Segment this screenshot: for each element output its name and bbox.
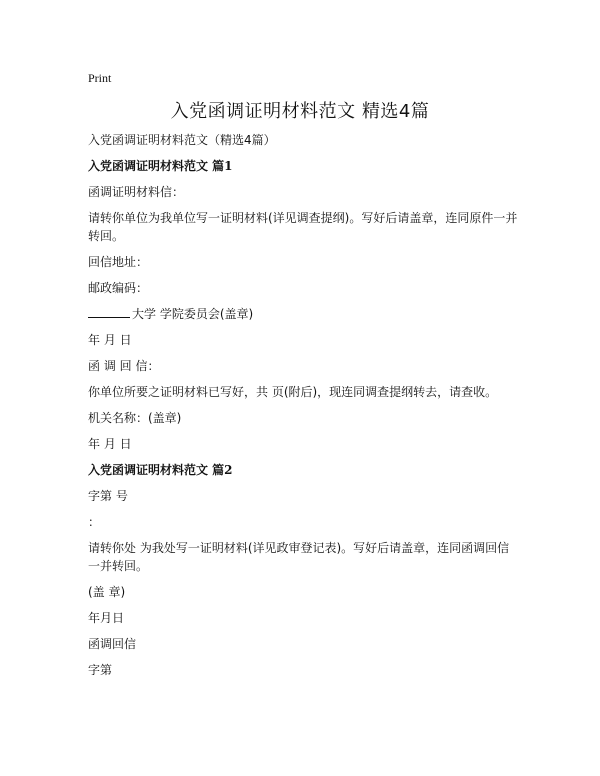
document-title: 入党函调证明材料范文 精选4篇	[170, 101, 430, 122]
document-body	[88, 131, 520, 687]
paragraph: 函调回信	[88, 637, 137, 651]
paragraph-text: 大学 学院委员会(盖章)	[132, 307, 254, 321]
paragraph: 请转你单位为我单位写一证明材料(详见调查提纲)。写好后请盖章，连同原件一并转回。	[88, 211, 518, 243]
signature-line	[88, 305, 520, 323]
paragraph: 请转你处 为我处写一证明材料(详见政审登记表)。写好后请盖章，连同函调回信一并转回。	[88, 541, 510, 573]
paragraph: ：	[88, 515, 101, 529]
paragraph: 邮政编码：	[88, 281, 149, 295]
paragraph: 字第	[88, 663, 113, 677]
print-link[interactable]: Print	[88, 71, 112, 85]
paragraph: 函 调 回 信：	[88, 359, 160, 373]
paragraph: 年 月 日	[88, 437, 132, 451]
paragraph: 字第 号	[88, 489, 128, 503]
paragraph: 函调证明材料信：	[88, 185, 185, 199]
section-heading-1: 入党函调证明材料范文 篇1	[88, 159, 233, 173]
paragraph: 你单位所要之证明材料已写好，共 页(附后)，现连同调查提纲转去，请查收。	[88, 385, 498, 399]
paragraph: 回信地址：	[88, 255, 149, 269]
paragraph: (盖 章)	[88, 585, 126, 599]
paragraph: 机关名称：(盖章)	[88, 411, 182, 425]
document-subtitle: 入党函调证明材料范文（精选4篇）	[88, 133, 276, 147]
paragraph: 年 月 日	[88, 333, 132, 347]
section-heading-2: 入党函调证明材料范文 篇2	[88, 463, 233, 477]
blank-underline	[88, 306, 130, 318]
paragraph: 年月日	[88, 611, 125, 625]
